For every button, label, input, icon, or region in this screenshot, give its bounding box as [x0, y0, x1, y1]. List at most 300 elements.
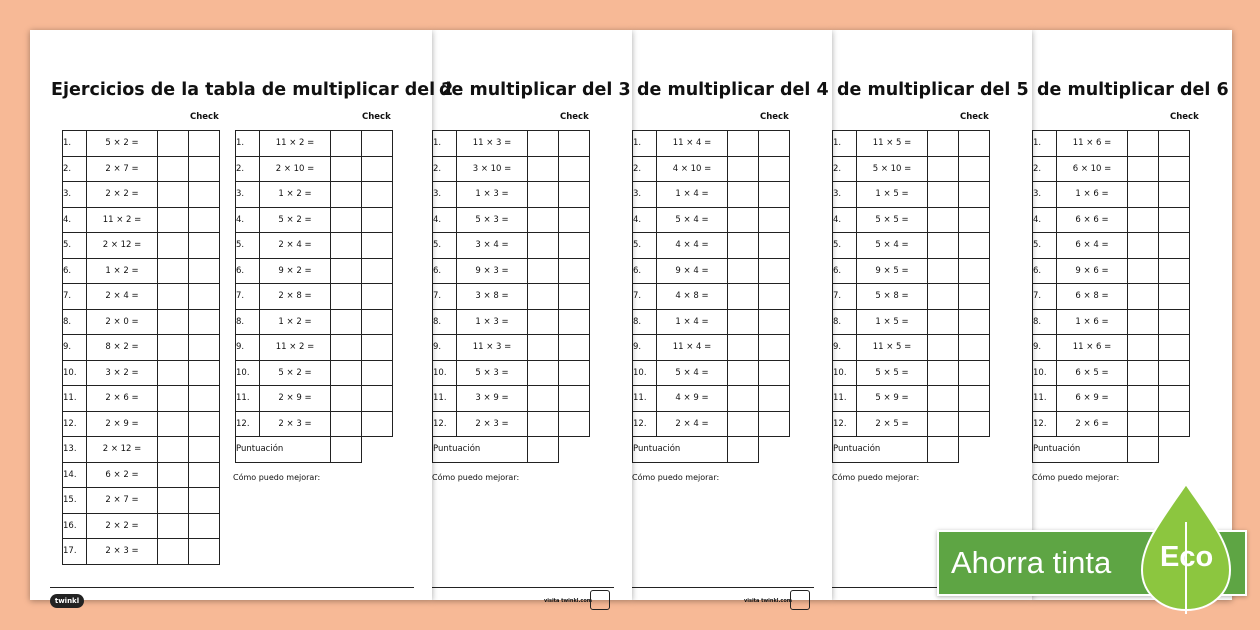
question-number: 8. — [433, 309, 457, 335]
question-text: 6 × 2 = — [87, 462, 158, 488]
question-text: 4 × 4 = — [657, 233, 728, 259]
check-box[interactable] — [1159, 258, 1190, 284]
check-box[interactable] — [759, 309, 790, 335]
check-box[interactable] — [189, 360, 220, 386]
question-text: 2 × 5 = — [857, 411, 928, 437]
answer-box[interactable] — [928, 207, 959, 233]
footer-line — [432, 587, 614, 588]
table-row — [63, 207, 220, 233]
score-label: Puntuación — [833, 437, 928, 463]
score-row — [833, 437, 990, 463]
answer-box[interactable] — [528, 207, 559, 233]
question-text: 8 × 2 = — [87, 335, 158, 361]
table-row — [433, 207, 590, 233]
answer-box[interactable] — [928, 360, 959, 386]
question-text: 2 × 12 = — [87, 437, 158, 463]
question-number: 11. — [833, 386, 857, 412]
sheet-title: de multiplicar del 5 — [837, 80, 1029, 100]
score-box[interactable] — [728, 437, 759, 463]
eco-badge-icon — [790, 590, 810, 610]
answer-box[interactable] — [928, 284, 959, 310]
question-number: 6. — [236, 258, 260, 284]
table-row — [63, 233, 220, 259]
answer-box[interactable] — [928, 258, 959, 284]
answer-box[interactable] — [331, 309, 362, 335]
check-box[interactable] — [1159, 335, 1190, 361]
table-row — [1033, 258, 1190, 284]
question-number: 9. — [833, 335, 857, 361]
answer-box[interactable] — [158, 488, 189, 514]
check-box[interactable] — [959, 284, 990, 310]
eco-banner-text: Ahorra tinta — [951, 545, 1112, 580]
check-box[interactable] — [362, 386, 393, 412]
table-row — [433, 284, 590, 310]
table-row — [63, 335, 220, 361]
table-row — [633, 386, 790, 412]
question-text: 11 × 3 = — [457, 335, 528, 361]
question-text: 1 × 6 = — [1057, 182, 1128, 208]
answer-box[interactable] — [158, 258, 189, 284]
question-number: 2. — [633, 156, 657, 182]
answer-box[interactable] — [158, 233, 189, 259]
question-text: 5 × 2 = — [260, 360, 331, 386]
answer-box[interactable] — [1128, 258, 1159, 284]
answer-box[interactable] — [158, 131, 189, 157]
check-box[interactable] — [189, 539, 220, 565]
question-number: 5. — [433, 233, 457, 259]
answer-box[interactable] — [928, 386, 959, 412]
question-text: 6 × 4 = — [1057, 233, 1128, 259]
answer-box[interactable] — [528, 131, 559, 157]
check-box[interactable] — [959, 309, 990, 335]
question-number: 3. — [633, 182, 657, 208]
check-box[interactable] — [1159, 309, 1190, 335]
question-text: 2 × 3 = — [260, 411, 331, 437]
check-box[interactable] — [959, 335, 990, 361]
check-box[interactable] — [362, 207, 393, 233]
question-text: 1 × 6 = — [1057, 309, 1128, 335]
question-text: 2 × 4 = — [87, 284, 158, 310]
check-box[interactable] — [559, 309, 590, 335]
check-label: Check — [362, 112, 391, 122]
question-text: 6 × 10 = — [1057, 156, 1128, 182]
table-row — [833, 335, 990, 361]
question-text: 4 × 8 = — [657, 284, 728, 310]
question-text: 5 × 5 = — [857, 360, 928, 386]
answer-box[interactable] — [158, 539, 189, 565]
check-box[interactable] — [362, 182, 393, 208]
check-box[interactable] — [759, 258, 790, 284]
score-box[interactable] — [928, 437, 959, 463]
answer-box[interactable] — [928, 411, 959, 437]
check-box[interactable] — [959, 182, 990, 208]
check-box[interactable] — [189, 411, 220, 437]
answer-box[interactable] — [928, 182, 959, 208]
answer-box[interactable] — [728, 233, 759, 259]
check-box[interactable] — [559, 156, 590, 182]
answer-box[interactable] — [728, 411, 759, 437]
check-box[interactable] — [189, 309, 220, 335]
question-number: 12. — [433, 411, 457, 437]
answer-box[interactable] — [158, 207, 189, 233]
check-box[interactable] — [1159, 156, 1190, 182]
check-box[interactable] — [759, 182, 790, 208]
answer-box[interactable] — [728, 284, 759, 310]
question-text: 11 × 4 = — [657, 335, 728, 361]
question-text: 1 × 5 = — [857, 182, 928, 208]
question-number: 7. — [833, 284, 857, 310]
table-row — [433, 182, 590, 208]
answer-box[interactable] — [158, 386, 189, 412]
score-box[interactable] — [528, 437, 559, 463]
answer-box[interactable] — [158, 437, 189, 463]
table-row — [63, 513, 220, 539]
question-number: 10. — [633, 360, 657, 386]
question-text: 5 × 10 = — [857, 156, 928, 182]
answer-box[interactable] — [1128, 156, 1159, 182]
check-box[interactable] — [362, 258, 393, 284]
answer-box[interactable] — [528, 335, 559, 361]
answer-box[interactable] — [928, 233, 959, 259]
question-number: 11. — [433, 386, 457, 412]
table-row — [833, 207, 990, 233]
check-box[interactable] — [362, 411, 393, 437]
answer-box[interactable] — [158, 309, 189, 335]
check-box[interactable] — [959, 360, 990, 386]
check-box[interactable] — [189, 386, 220, 412]
question-text: 5 × 8 = — [857, 284, 928, 310]
question-text: 1 × 4 = — [657, 309, 728, 335]
improve-label: Cómo puedo mejorar: — [1032, 473, 1120, 482]
answer-box[interactable] — [928, 131, 959, 157]
answer-box[interactable] — [928, 156, 959, 182]
check-label: Check — [1170, 112, 1199, 122]
table-row — [236, 258, 393, 284]
question-text: 2 × 6 = — [1057, 411, 1128, 437]
table-row — [433, 131, 590, 157]
question-number: 10. — [833, 360, 857, 386]
question-text: 5 × 2 = — [260, 207, 331, 233]
question-text: 4 × 10 = — [657, 156, 728, 182]
table-row — [63, 386, 220, 412]
answer-box[interactable] — [728, 309, 759, 335]
check-box[interactable] — [189, 156, 220, 182]
worksheet-5 — [832, 30, 1032, 600]
check-box[interactable] — [189, 488, 220, 514]
answer-box[interactable] — [331, 131, 362, 157]
question-number: 10. — [1033, 360, 1057, 386]
answer-box[interactable] — [1128, 411, 1159, 437]
question-table — [62, 130, 220, 565]
score-box[interactable] — [331, 437, 362, 463]
check-box[interactable] — [362, 360, 393, 386]
answer-box[interactable] — [528, 309, 559, 335]
question-text: 2 × 7 = — [87, 156, 158, 182]
table-row — [633, 182, 790, 208]
answer-box[interactable] — [528, 284, 559, 310]
check-box[interactable] — [559, 360, 590, 386]
answer-box[interactable] — [1128, 207, 1159, 233]
check-box[interactable] — [1159, 182, 1190, 208]
question-number: 8. — [236, 309, 260, 335]
check-box[interactable] — [959, 411, 990, 437]
answer-box[interactable] — [1128, 360, 1159, 386]
answer-box[interactable] — [528, 258, 559, 284]
answer-box[interactable] — [1128, 309, 1159, 335]
check-box[interactable] — [559, 207, 590, 233]
check-box[interactable] — [559, 411, 590, 437]
question-number: 1. — [833, 131, 857, 157]
question-text: 11 × 5 = — [857, 131, 928, 157]
question-text: 11 × 2 = — [87, 207, 158, 233]
score-row — [1033, 437, 1190, 463]
answer-box[interactable] — [331, 411, 362, 437]
question-text: 5 × 4 = — [657, 360, 728, 386]
table-row — [1033, 335, 1190, 361]
check-box[interactable] — [189, 437, 220, 463]
answer-box[interactable] — [1128, 335, 1159, 361]
answer-box[interactable] — [331, 360, 362, 386]
question-text: 1 × 3 = — [457, 309, 528, 335]
answer-box[interactable] — [158, 335, 189, 361]
question-text: 11 × 3 = — [457, 131, 528, 157]
question-text: 2 × 4 = — [260, 233, 331, 259]
answer-box[interactable] — [528, 182, 559, 208]
question-text: 2 × 3 = — [87, 539, 158, 565]
question-text: 6 × 6 = — [1057, 207, 1128, 233]
answer-box[interactable] — [158, 156, 189, 182]
table-row — [236, 156, 393, 182]
check-box[interactable] — [1159, 207, 1190, 233]
answer-box[interactable] — [158, 513, 189, 539]
table-row — [833, 386, 990, 412]
check-box[interactable] — [759, 360, 790, 386]
table-row — [1033, 411, 1190, 437]
check-box[interactable] — [959, 131, 990, 157]
table-row — [833, 233, 990, 259]
check-box[interactable] — [362, 233, 393, 259]
table-row — [1033, 131, 1190, 157]
answer-box[interactable] — [728, 182, 759, 208]
question-number: 3. — [236, 182, 260, 208]
check-box[interactable] — [362, 309, 393, 335]
answer-box[interactable] — [728, 335, 759, 361]
table-row — [433, 360, 590, 386]
question-number: 5. — [633, 233, 657, 259]
answer-box[interactable] — [528, 386, 559, 412]
table-row — [236, 131, 393, 157]
check-box[interactable] — [189, 335, 220, 361]
question-number: 6. — [433, 258, 457, 284]
table-row — [63, 131, 220, 157]
answer-box[interactable] — [728, 156, 759, 182]
eco-badge-icon — [590, 590, 610, 610]
answer-box[interactable] — [158, 462, 189, 488]
question-number: 1. — [236, 131, 260, 157]
check-box[interactable] — [959, 386, 990, 412]
answer-box[interactable] — [331, 284, 362, 310]
question-number: 2. — [833, 156, 857, 182]
question-text: 3 × 2 = — [87, 360, 158, 386]
check-box[interactable] — [362, 335, 393, 361]
question-text: 9 × 6 = — [1057, 258, 1128, 284]
answer-box[interactable] — [331, 182, 362, 208]
check-box[interactable] — [759, 411, 790, 437]
question-text: 11 × 2 = — [260, 335, 331, 361]
check-box[interactable] — [362, 156, 393, 182]
score-row — [633, 437, 790, 463]
table-row — [63, 462, 220, 488]
answer-box[interactable] — [728, 258, 759, 284]
check-box[interactable] — [559, 131, 590, 157]
question-number: 2. — [236, 156, 260, 182]
twinkl-logo: twinkl — [50, 594, 84, 608]
score-box[interactable] — [1128, 437, 1159, 463]
question-number: 5. — [63, 233, 87, 259]
answer-box[interactable] — [331, 258, 362, 284]
answer-box[interactable] — [1128, 182, 1159, 208]
check-box[interactable] — [759, 335, 790, 361]
answer-box[interactable] — [728, 360, 759, 386]
eco-badge-text: Eco — [1160, 541, 1214, 573]
answer-box[interactable] — [158, 411, 189, 437]
check-box[interactable] — [559, 335, 590, 361]
question-number: 7. — [1033, 284, 1057, 310]
check-box[interactable] — [1159, 284, 1190, 310]
check-box[interactable] — [189, 182, 220, 208]
check-box[interactable] — [1159, 233, 1190, 259]
table-row — [236, 386, 393, 412]
table-row — [433, 233, 590, 259]
question-text: 4 × 9 = — [657, 386, 728, 412]
question-number: 4. — [633, 207, 657, 233]
check-box[interactable] — [959, 233, 990, 259]
question-text: 5 × 5 = — [857, 207, 928, 233]
question-table — [432, 130, 590, 463]
check-box[interactable] — [559, 233, 590, 259]
question-number: 9. — [1033, 335, 1057, 361]
check-box[interactable] — [189, 513, 220, 539]
footer-line — [50, 587, 414, 588]
answer-box[interactable] — [528, 156, 559, 182]
question-text: 2 × 2 = — [87, 182, 158, 208]
answer-box[interactable] — [331, 335, 362, 361]
answer-box[interactable] — [158, 182, 189, 208]
answer-box[interactable] — [528, 233, 559, 259]
check-box[interactable] — [959, 207, 990, 233]
check-box[interactable] — [559, 386, 590, 412]
question-number: 10. — [236, 360, 260, 386]
check-box[interactable] — [959, 156, 990, 182]
answer-box[interactable] — [728, 131, 759, 157]
question-text: 2 × 2 = — [87, 513, 158, 539]
sheet-title: de multiplicar del 6 — [1037, 80, 1229, 100]
question-number: 2. — [63, 156, 87, 182]
check-box[interactable] — [759, 386, 790, 412]
question-number: 11. — [633, 386, 657, 412]
check-box[interactable] — [559, 182, 590, 208]
question-number: 12. — [633, 411, 657, 437]
answer-box[interactable] — [1128, 233, 1159, 259]
check-box[interactable] — [759, 156, 790, 182]
question-number: 5. — [236, 233, 260, 259]
question-number: 14. — [63, 462, 87, 488]
check-box[interactable] — [559, 258, 590, 284]
question-number: 11. — [236, 386, 260, 412]
answer-box[interactable] — [928, 309, 959, 335]
question-number: 8. — [633, 309, 657, 335]
answer-box[interactable] — [331, 207, 362, 233]
table-row — [1033, 284, 1190, 310]
check-box[interactable] — [189, 207, 220, 233]
answer-box[interactable] — [728, 207, 759, 233]
question-text: 2 × 6 = — [87, 386, 158, 412]
table-row — [433, 258, 590, 284]
check-box[interactable] — [759, 284, 790, 310]
question-number: 1. — [633, 131, 657, 157]
improve-label: Cómo puedo mejorar: — [233, 473, 321, 482]
table-row — [833, 156, 990, 182]
check-box[interactable] — [1159, 131, 1190, 157]
check-box[interactable] — [362, 131, 393, 157]
answer-box[interactable] — [528, 411, 559, 437]
check-box[interactable] — [189, 258, 220, 284]
question-table — [632, 130, 790, 463]
table-row — [236, 411, 393, 437]
check-box[interactable] — [189, 233, 220, 259]
answer-box[interactable] — [158, 360, 189, 386]
score-row — [433, 437, 590, 463]
answer-box[interactable] — [928, 335, 959, 361]
check-box[interactable] — [559, 284, 590, 310]
table-row — [236, 335, 393, 361]
table-row — [236, 284, 393, 310]
check-box[interactable] — [1159, 386, 1190, 412]
question-text: 2 × 7 = — [87, 488, 158, 514]
check-box[interactable] — [1159, 411, 1190, 437]
question-text: 5 × 4 = — [857, 233, 928, 259]
check-box[interactable] — [759, 207, 790, 233]
check-box[interactable] — [362, 284, 393, 310]
sheet-title: de multiplicar del 3 — [439, 80, 631, 100]
answer-box[interactable] — [1128, 386, 1159, 412]
question-text: 5 × 9 = — [857, 386, 928, 412]
question-table — [1032, 130, 1190, 463]
check-box[interactable] — [1159, 360, 1190, 386]
check-box[interactable] — [189, 284, 220, 310]
question-text: 9 × 3 = — [457, 258, 528, 284]
check-box[interactable] — [189, 462, 220, 488]
question-number: 12. — [833, 411, 857, 437]
question-text: 6 × 9 = — [1057, 386, 1128, 412]
answer-box[interactable] — [1128, 284, 1159, 310]
answer-box[interactable] — [331, 156, 362, 182]
answer-box[interactable] — [331, 233, 362, 259]
answer-box[interactable] — [1128, 131, 1159, 157]
check-box[interactable] — [959, 258, 990, 284]
check-box[interactable] — [189, 131, 220, 157]
answer-box[interactable] — [158, 284, 189, 310]
table-row — [633, 156, 790, 182]
check-box[interactable] — [759, 233, 790, 259]
answer-box[interactable] — [528, 360, 559, 386]
table-row — [633, 233, 790, 259]
table-row — [633, 258, 790, 284]
answer-box[interactable] — [728, 386, 759, 412]
sheet-title: Ejercicios de la tabla de multiplicar del 2 — [51, 80, 454, 100]
check-box[interactable] — [759, 131, 790, 157]
answer-box[interactable] — [331, 386, 362, 412]
